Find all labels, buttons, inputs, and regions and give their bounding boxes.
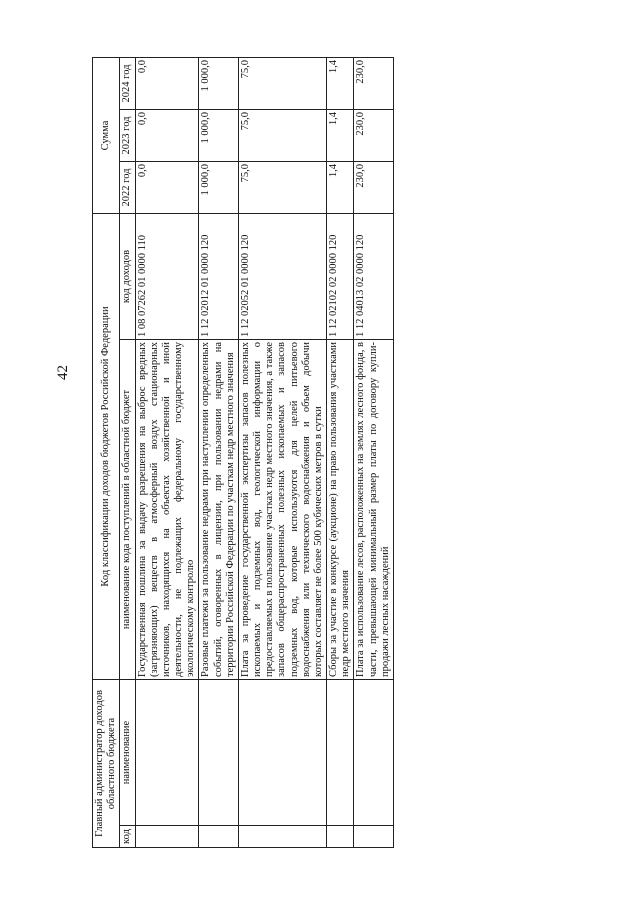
admin-name-cell [199,680,239,826]
income-code-cell: 1 12 02012 01 0000 120 [199,213,239,339]
sum-2022-cell: 75,0 [238,161,326,213]
table-row [327,57,354,847]
table-row [238,57,326,847]
income-code-cell: 1 12 04013 02 0000 120 [354,213,394,339]
table-row [199,57,239,847]
sum-2022-cell: 1,4 [327,161,354,213]
header-row-1 [93,57,120,847]
admin-name-cell [135,680,199,826]
admin-name-cell [238,680,326,826]
income-code-cell: 1 08 07262 01 0000 110 [135,213,199,339]
sum-2023-cell: 1,4 [327,109,354,161]
header-year-2024: 2024 год [120,57,135,109]
admin-code-cell [238,826,326,848]
income-name-cell: Разовые платежи за пользование недрами при наступлении определенных событий, оговоренных в лицензии, при пользовании недрами на территории Российской Федерации по участкам недр местного значения [199,340,239,680]
income-name-cell: Плата за проведение государственной экспертизы запасов полезных ископаемых и подземных вод, геологической информации о предоставляемых в пользование участках недр местного значения, а также запасов общераспространенных полезных ископаемых и запасов подземных вод, которые используются для целей питьевого водоснабжения или технического водоснабжения и объем добычи которых составляет не более 500 кубических метров в сутки [238,340,326,680]
sum-2022-cell: 1 000,0 [199,161,239,213]
table-row [354,57,394,847]
sum-2023-cell: 0,0 [135,109,199,161]
income-name-cell: Государственная пошлина за выдачу разрешения на выброс вредных (загрязняющих) веществ в атмосферный воздух стационарных источников, находящихся на объектах хозяйственной и иной деятельности, не подлежащих федеральному государственному экологическому контролю [135,340,199,680]
sum-2023-cell: 75,0 [238,109,326,161]
sum-2024-cell: 1,4 [327,57,354,109]
sum-2023-cell: 1 000,0 [199,109,239,161]
admin-name-cell [354,680,394,826]
sum-2024-cell: 1 000,0 [199,57,239,109]
page-number: 42 [55,365,71,380]
income-name-cell: Сборы за участие в конкурсе (аукционе) на право пользования участками недр местного значения [327,340,354,680]
admin-code-cell [199,826,239,848]
admin-name-cell [327,680,354,826]
header-row-2 [120,57,135,847]
header-year-2023: 2023 год [120,109,135,161]
income-code-cell: 1 12 02052 01 0000 120 [238,213,326,339]
admin-code-cell [135,826,199,848]
header-income-name: наименование кода поступлений в областной бюджет [120,340,135,680]
rotated-page-content [92,58,532,848]
header-income-code: код доходов [120,213,135,339]
table-row [135,57,199,847]
sum-2022-cell: 230,0 [354,161,394,213]
header-admin-code: код [120,826,135,848]
admin-code-cell [354,826,394,848]
header-sum-group: Сумма [93,57,120,213]
header-admin-group: Главный администратор доходов областного бюджета [93,680,120,848]
income-table [92,57,394,848]
header-admin-name: наименование [120,680,135,826]
sum-2024-cell: 75,0 [238,57,326,109]
sum-2023-cell: 230,0 [354,109,394,161]
sum-2024-cell: 230,0 [354,57,394,109]
sum-2024-cell: 0,0 [135,57,199,109]
income-code-cell: 1 12 02102 02 0000 120 [327,213,354,339]
header-classification-group: Код классификации доходов бюджетов Российской Федерации [93,213,120,679]
income-name-cell: Плата за использование лесов, расположенных на землях лесного фонда, в части, превышающей минимальный размер платы по договору купли-продажи лесных насаждений [354,340,394,680]
header-year-2022: 2022 год [120,161,135,213]
sum-2022-cell: 0,0 [135,161,199,213]
admin-code-cell [327,826,354,848]
